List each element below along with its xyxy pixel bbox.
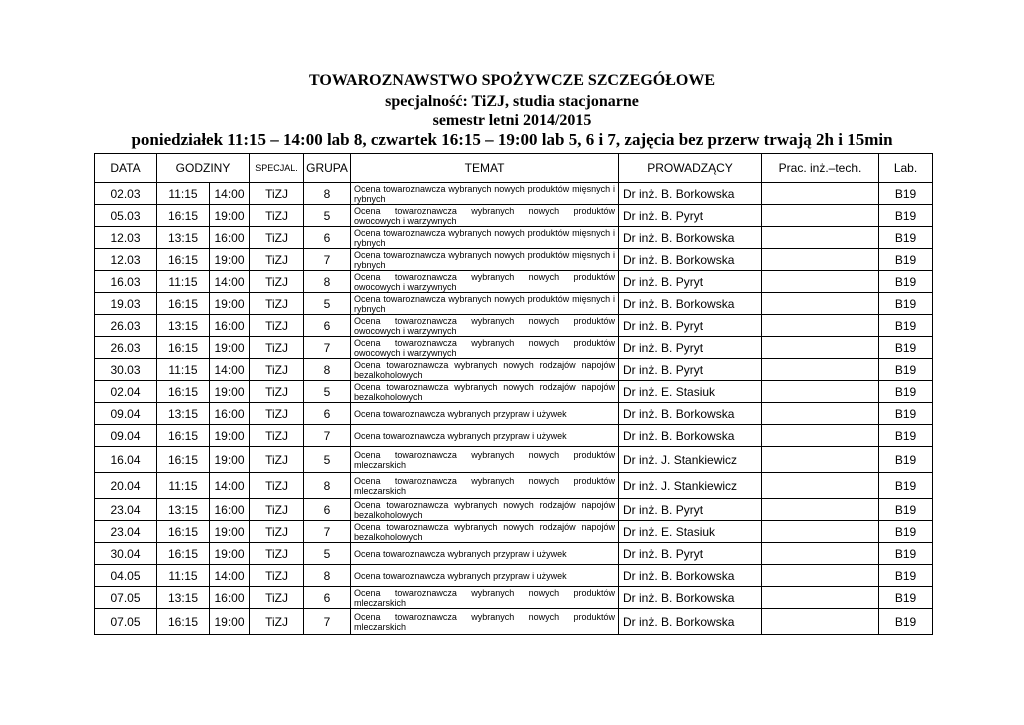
cell-lecturer: Dr inż. B. Borkowska <box>619 587 762 609</box>
cell-lab: B19 <box>879 249 933 271</box>
cell-date: 09.04 <box>95 425 157 447</box>
cell-topic: Ocena towaroznawcza wybranych nowych produktów mleczarskich <box>351 473 619 499</box>
cell-technician <box>762 609 879 635</box>
cell-end-time: 14:00 <box>210 271 250 293</box>
semester-line: semestr letni 2014/2015 <box>432 112 592 129</box>
cell-lecturer: Dr inż. B. Pyryt <box>619 543 762 565</box>
cell-lab: B19 <box>879 315 933 337</box>
cell-date: 05.03 <box>95 205 157 227</box>
table-row <box>95 381 933 403</box>
cell-lab: B19 <box>879 183 933 205</box>
cell-group: 8 <box>304 183 351 205</box>
cell-technician <box>762 183 879 205</box>
cell-lab: B19 <box>879 473 933 499</box>
cell-technician <box>762 381 879 403</box>
table-row <box>95 565 933 587</box>
table-row <box>95 359 933 381</box>
cell-group: 5 <box>304 381 351 403</box>
cell-lecturer: Dr inż. B. Pyryt <box>619 315 762 337</box>
cell-topic: Ocena towaroznawcza wybranych nowych produktów mięsnych i rybnych <box>351 227 619 249</box>
cell-end-time: 19:00 <box>210 293 250 315</box>
cell-date: 02.03 <box>95 183 157 205</box>
cell-topic: Ocena towaroznawcza wybranych nowych produktów owocowych i warzywnych <box>351 205 619 227</box>
cell-lecturer: Dr inż. B. Pyryt <box>619 359 762 381</box>
cell-specialization: TiZJ <box>250 609 304 635</box>
cell-lecturer: Dr inż. B. Pyryt <box>619 271 762 293</box>
cell-lecturer: Dr inż. B. Borkowska <box>619 227 762 249</box>
cell-end-time: 19:00 <box>210 447 250 473</box>
cell-specialization: TiZJ <box>250 337 304 359</box>
cell-specialization: TiZJ <box>250 565 304 587</box>
cell-lab: B19 <box>879 403 933 425</box>
cell-technician <box>762 521 879 543</box>
table-row <box>95 271 933 293</box>
cell-end-time: 19:00 <box>210 521 250 543</box>
cell-group: 5 <box>304 447 351 473</box>
cell-specialization: TiZJ <box>250 227 304 249</box>
cell-technician <box>762 359 879 381</box>
cell-specialization: TiZJ <box>250 271 304 293</box>
table-row <box>95 543 933 565</box>
cell-start-time: 16:15 <box>157 609 210 635</box>
col-header-topic: TEMAT <box>351 154 619 183</box>
cell-lab: B19 <box>879 447 933 473</box>
cell-date: 26.03 <box>95 315 157 337</box>
cell-technician <box>762 473 879 499</box>
cell-start-time: 11:15 <box>157 359 210 381</box>
cell-topic: Ocena towaroznawcza wybranych przypraw i używek <box>351 543 619 565</box>
table-row <box>95 227 933 249</box>
cell-topic: Ocena towaroznawcza wybranych nowych produktów owocowych i warzywnych <box>351 337 619 359</box>
cell-lab: B19 <box>879 271 933 293</box>
cell-specialization: TiZJ <box>250 293 304 315</box>
cell-group: 5 <box>304 205 351 227</box>
cell-topic: Ocena towaroznawcza wybranych nowych produktów mleczarskich <box>351 447 619 473</box>
cell-topic: Ocena towaroznawcza wybranych nowych produktów mięsnych i rybnych <box>351 249 619 271</box>
cell-lab: B19 <box>879 565 933 587</box>
cell-date: 30.03 <box>95 359 157 381</box>
cell-topic: Ocena towaroznawcza wybranych przypraw i używek <box>351 425 619 447</box>
cell-start-time: 13:15 <box>157 587 210 609</box>
table-row <box>95 587 933 609</box>
cell-technician <box>762 543 879 565</box>
cell-technician <box>762 205 879 227</box>
cell-end-time: 16:00 <box>210 499 250 521</box>
cell-date: 07.05 <box>95 609 157 635</box>
cell-date: 09.04 <box>95 403 157 425</box>
cell-lab: B19 <box>879 425 933 447</box>
cell-group: 8 <box>304 359 351 381</box>
cell-end-time: 16:00 <box>210 403 250 425</box>
cell-technician <box>762 315 879 337</box>
table-row <box>95 447 933 473</box>
cell-date: 26.03 <box>95 337 157 359</box>
cell-topic: Ocena towaroznawcza wybranych nowych rodzajów napojów bezalkoholowych <box>351 381 619 403</box>
cell-technician <box>762 293 879 315</box>
cell-specialization: TiZJ <box>250 543 304 565</box>
cell-end-time: 14:00 <box>210 359 250 381</box>
cell-date: 04.05 <box>95 565 157 587</box>
cell-start-time: 16:15 <box>157 543 210 565</box>
cell-group: 5 <box>304 293 351 315</box>
cell-specialization: TiZJ <box>250 249 304 271</box>
schedule-table <box>94 153 933 635</box>
cell-lecturer: Dr inż. B. Borkowska <box>619 403 762 425</box>
cell-date: 30.04 <box>95 543 157 565</box>
cell-lecturer: Dr inż. J. Stankiewicz <box>619 473 762 499</box>
cell-topic: Ocena towaroznawcza wybranych nowych produktów mleczarskich <box>351 609 619 635</box>
cell-date: 07.05 <box>95 587 157 609</box>
cell-start-time: 11:15 <box>157 473 210 499</box>
table-header-row <box>95 154 933 183</box>
cell-end-time: 19:00 <box>210 337 250 359</box>
cell-end-time: 16:00 <box>210 315 250 337</box>
cell-end-time: 19:00 <box>210 543 250 565</box>
cell-group: 8 <box>304 565 351 587</box>
cell-lab: B19 <box>879 359 933 381</box>
cell-date: 19.03 <box>95 293 157 315</box>
cell-technician <box>762 587 879 609</box>
cell-end-time: 19:00 <box>210 381 250 403</box>
cell-topic: Ocena towaroznawcza wybranych nowych produktów owocowych i warzywnych <box>351 315 619 337</box>
cell-start-time: 16:15 <box>157 447 210 473</box>
table-row <box>95 403 933 425</box>
cell-topic: Ocena towaroznawcza wybranych nowych produktów mięsnych i rybnych <box>351 183 619 205</box>
cell-lecturer: Dr inż. B. Borkowska <box>619 609 762 635</box>
document-title: TOWAROZNAWSTWO SPOŻYWCZE SZCZEGÓŁOWE <box>308 72 716 89</box>
cell-technician <box>762 249 879 271</box>
cell-technician <box>762 565 879 587</box>
cell-start-time: 16:15 <box>157 205 210 227</box>
cell-topic: Ocena towaroznawcza wybranych nowych rodzajów napojów bezalkoholowych <box>351 521 619 543</box>
cell-lecturer: Dr inż. J. Stankiewicz <box>619 447 762 473</box>
table-row <box>95 249 933 271</box>
cell-group: 8 <box>304 473 351 499</box>
cell-group: 6 <box>304 499 351 521</box>
table-row <box>95 183 933 205</box>
cell-start-time: 11:15 <box>157 565 210 587</box>
cell-topic: Ocena towaroznawcza wybranych nowych rodzajów napojów bezalkoholowych <box>351 359 619 381</box>
cell-lecturer: Dr inż. B. Pyryt <box>619 205 762 227</box>
cell-start-time: 13:15 <box>157 499 210 521</box>
cell-start-time: 16:15 <box>157 381 210 403</box>
specialization-line: specjalność: TiZJ, studia stacjonarne <box>385 93 639 110</box>
cell-start-time: 16:15 <box>157 521 210 543</box>
cell-lab: B19 <box>879 543 933 565</box>
table-row <box>95 293 933 315</box>
cell-start-time: 16:15 <box>157 249 210 271</box>
cell-start-time: 16:15 <box>157 337 210 359</box>
cell-group: 7 <box>304 609 351 635</box>
cell-specialization: TiZJ <box>250 473 304 499</box>
cell-group: 7 <box>304 249 351 271</box>
cell-group: 6 <box>304 403 351 425</box>
cell-date: 02.04 <box>95 381 157 403</box>
col-header-lab: Lab. <box>879 154 933 183</box>
cell-specialization: TiZJ <box>250 425 304 447</box>
cell-end-time: 19:00 <box>210 249 250 271</box>
col-header-technician: Prac. inż.–tech. <box>762 154 879 183</box>
cell-topic: Ocena towaroznawcza wybranych nowych rodzajów napojów bezalkoholowych <box>351 499 619 521</box>
cell-topic: Ocena towaroznawcza wybranych nowych produktów mleczarskich <box>351 587 619 609</box>
cell-end-time: 14:00 <box>210 473 250 499</box>
cell-end-time: 16:00 <box>210 587 250 609</box>
cell-technician <box>762 271 879 293</box>
cell-technician <box>762 447 879 473</box>
cell-start-time: 11:15 <box>157 183 210 205</box>
cell-specialization: TiZJ <box>250 499 304 521</box>
cell-technician <box>762 227 879 249</box>
col-header-lecturer: PROWADZĄCY <box>619 154 762 183</box>
cell-group: 7 <box>304 425 351 447</box>
table-row <box>95 521 933 543</box>
col-header-hours: GODZINY <box>157 154 250 183</box>
cell-specialization: TiZJ <box>250 403 304 425</box>
table-row <box>95 425 933 447</box>
cell-specialization: TiZJ <box>250 587 304 609</box>
cell-start-time: 13:15 <box>157 315 210 337</box>
cell-specialization: TiZJ <box>250 205 304 227</box>
cell-topic: Ocena towaroznawcza wybranych przypraw i używek <box>351 565 619 587</box>
table-row <box>95 473 933 499</box>
cell-group: 7 <box>304 521 351 543</box>
col-header-group: GRUPA <box>304 154 351 183</box>
cell-lecturer: Dr inż. E. Stasiuk <box>619 381 762 403</box>
cell-group: 6 <box>304 227 351 249</box>
table-row <box>95 315 933 337</box>
cell-topic: Ocena towaroznawcza wybranych przypraw i używek <box>351 403 619 425</box>
cell-lab: B19 <box>879 609 933 635</box>
cell-technician <box>762 403 879 425</box>
cell-end-time: 14:00 <box>210 565 250 587</box>
col-header-date: DATA <box>95 154 157 183</box>
cell-lab: B19 <box>879 227 933 249</box>
cell-start-time: 13:15 <box>157 403 210 425</box>
cell-specialization: TiZJ <box>250 447 304 473</box>
cell-date: 16.03 <box>95 271 157 293</box>
cell-specialization: TiZJ <box>250 381 304 403</box>
table-row <box>95 609 933 635</box>
cell-group: 6 <box>304 587 351 609</box>
cell-lab: B19 <box>879 293 933 315</box>
cell-date: 23.04 <box>95 521 157 543</box>
cell-lecturer: Dr inż. B. Pyryt <box>619 499 762 521</box>
cell-technician <box>762 337 879 359</box>
cell-start-time: 11:15 <box>157 271 210 293</box>
table-row <box>95 337 933 359</box>
cell-topic: Ocena towaroznawcza wybranych nowych produktów owocowych i warzywnych <box>351 271 619 293</box>
cell-date: 12.03 <box>95 227 157 249</box>
cell-lab: B19 <box>879 205 933 227</box>
col-header-specialization: SPECJAL. <box>250 154 304 183</box>
cell-date: 23.04 <box>95 499 157 521</box>
cell-date: 16.04 <box>95 447 157 473</box>
cell-lab: B19 <box>879 521 933 543</box>
cell-lecturer: Dr inż. B. Borkowska <box>619 425 762 447</box>
cell-lab: B19 <box>879 337 933 359</box>
cell-lecturer: Dr inż. B. Borkowska <box>619 183 762 205</box>
cell-lecturer: Dr inż. B. Borkowska <box>619 565 762 587</box>
cell-lab: B19 <box>879 587 933 609</box>
cell-lecturer: Dr inż. E. Stasiuk <box>619 521 762 543</box>
cell-date: 12.03 <box>95 249 157 271</box>
cell-specialization: TiZJ <box>250 315 304 337</box>
table-row <box>95 205 933 227</box>
cell-start-time: 13:15 <box>157 227 210 249</box>
cell-end-time: 14:00 <box>210 183 250 205</box>
table-row <box>95 499 933 521</box>
cell-technician <box>762 425 879 447</box>
cell-group: 8 <box>304 271 351 293</box>
cell-date: 20.04 <box>95 473 157 499</box>
cell-end-time: 16:00 <box>210 227 250 249</box>
cell-lecturer: Dr inż. B. Pyryt <box>619 337 762 359</box>
cell-start-time: 16:15 <box>157 425 210 447</box>
cell-topic: Ocena towaroznawcza wybranych nowych produktów mięsnych i rybnych <box>351 293 619 315</box>
cell-lecturer: Dr inż. B. Borkowska <box>619 249 762 271</box>
schedule-summary: poniedziałek 11:15 – 14:00 lab 8, czwartek 16:15 – 19:00 lab 5, 6 i 7, zajęcia bez przerw trwają 2h i 15min <box>131 130 893 149</box>
cell-group: 7 <box>304 337 351 359</box>
cell-technician <box>762 499 879 521</box>
cell-specialization: TiZJ <box>250 183 304 205</box>
cell-end-time: 19:00 <box>210 205 250 227</box>
cell-end-time: 19:00 <box>210 425 250 447</box>
cell-specialization: TiZJ <box>250 359 304 381</box>
cell-group: 6 <box>304 315 351 337</box>
cell-end-time: 19:00 <box>210 609 250 635</box>
cell-specialization: TiZJ <box>250 521 304 543</box>
cell-lecturer: Dr inż. B. Borkowska <box>619 293 762 315</box>
cell-group: 5 <box>304 543 351 565</box>
cell-start-time: 16:15 <box>157 293 210 315</box>
cell-lab: B19 <box>879 499 933 521</box>
cell-lab: B19 <box>879 381 933 403</box>
